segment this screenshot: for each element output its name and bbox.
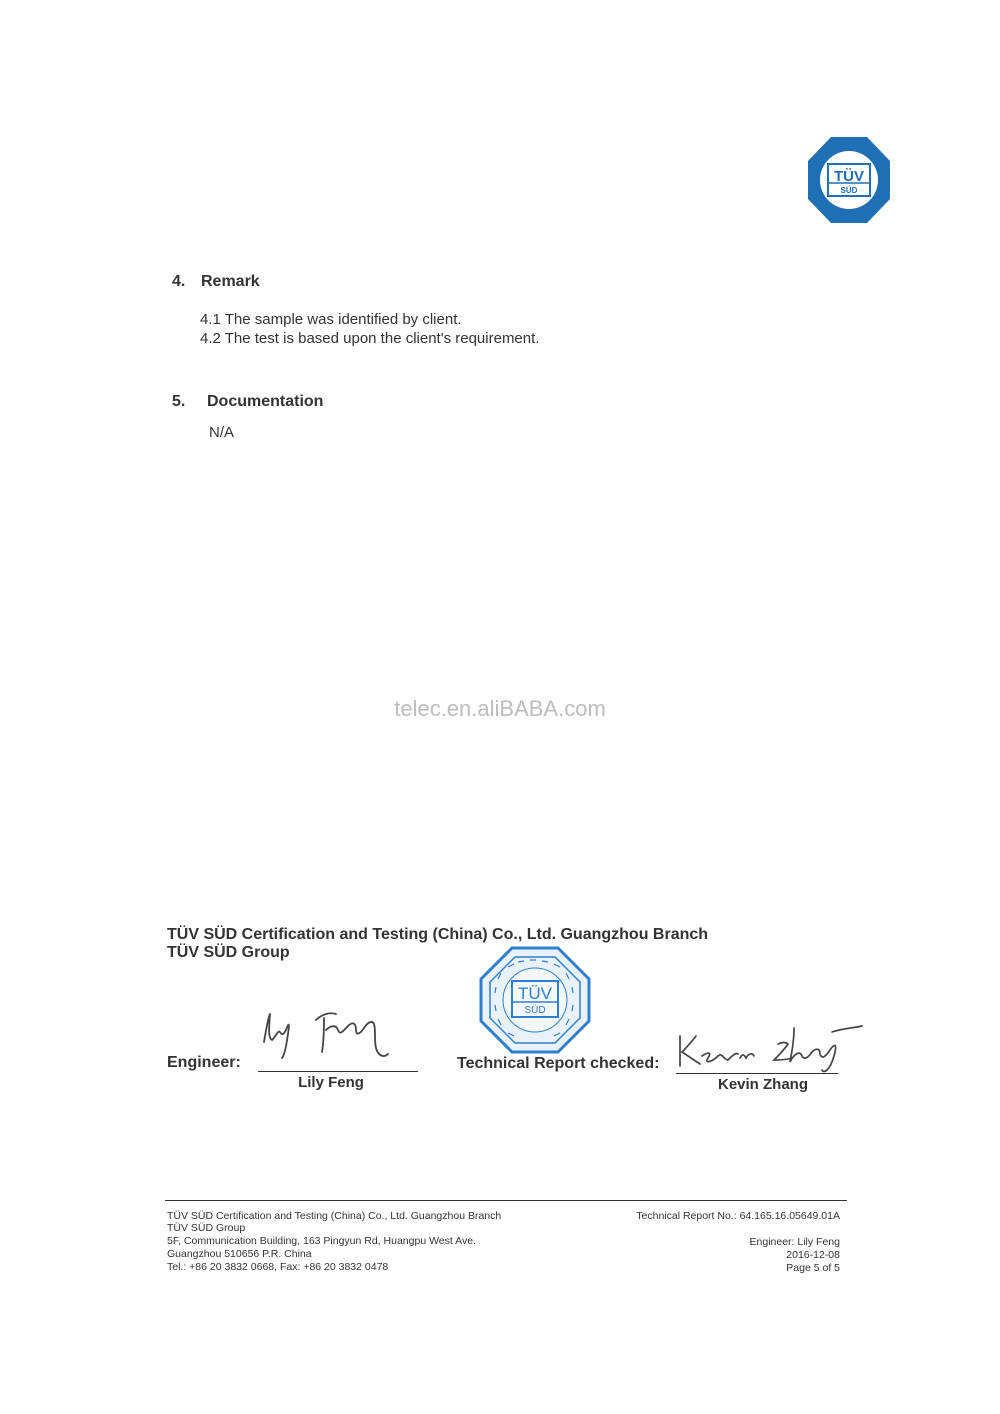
svg-text:SÜD: SÜD bbox=[524, 1005, 546, 1016]
footer-address-line-2: Guangzhou 510656 P.R. China bbox=[167, 1248, 312, 1260]
svg-text:SÜD: SÜD bbox=[840, 186, 858, 195]
engineer-signature-line bbox=[258, 1071, 418, 1072]
company-group: TÜV SÜD Group bbox=[167, 944, 290, 961]
watermark-text: telec.en.aliBABA.com bbox=[394, 696, 606, 721]
footer-report-number: Technical Report No.: 64.165.16.05649.01A bbox=[636, 1210, 840, 1222]
footer-rule bbox=[165, 1200, 847, 1201]
footer-engineer: Engineer: Lily Feng bbox=[749, 1236, 840, 1248]
footer-date: 2016-12-08 bbox=[786, 1249, 840, 1261]
footer-phone-fax: Tel.: +86 20 3832 0668, Fax: +86 20 3832 0478 bbox=[167, 1261, 389, 1273]
tuv-sud-logo-icon bbox=[806, 135, 892, 225]
remark-item-2: 4.2 The test is based upon the client's requirement. bbox=[200, 330, 540, 347]
engineer-signature bbox=[258, 1000, 418, 1070]
footer-page-number: Page 5 of 5 bbox=[786, 1262, 840, 1274]
checked-label: Technical Report checked: bbox=[457, 1055, 660, 1072]
svg-text:TÜV: TÜV bbox=[834, 168, 864, 185]
checker-signature bbox=[674, 1020, 864, 1075]
remark-number: 4. bbox=[172, 273, 186, 290]
remark-title: Remark bbox=[201, 273, 260, 290]
footer-address-line-1: 5F, Communication Building, 163 Pingyun Rd, Huangpu West Ave. bbox=[167, 1235, 476, 1247]
svg-text:TÜV: TÜV bbox=[518, 984, 552, 1003]
company-name: TÜV SÜD Certification and Testing (China) Co., Ltd. Guangzhou Branch bbox=[167, 926, 709, 943]
checker-signature-line bbox=[676, 1073, 838, 1074]
footer-company-line-1: TÜV SÜD Certification and Testing (China) Co., Ltd. Guangzhou Branch bbox=[167, 1210, 502, 1222]
checker-name: Kevin Zhang bbox=[717, 1076, 808, 1093]
company-stamp-icon bbox=[478, 945, 592, 1055]
documentation-value: N/A bbox=[209, 424, 235, 441]
documentation-number: 5. bbox=[172, 393, 186, 410]
documentation-title: Documentation bbox=[207, 393, 324, 410]
engineer-name: Lily Feng bbox=[298, 1074, 364, 1091]
engineer-label: Engineer: bbox=[167, 1054, 241, 1071]
remark-item-1: 4.1 The sample was identified by client. bbox=[200, 311, 462, 328]
footer-company-line-2: TÜV SÜD Group bbox=[167, 1222, 246, 1234]
